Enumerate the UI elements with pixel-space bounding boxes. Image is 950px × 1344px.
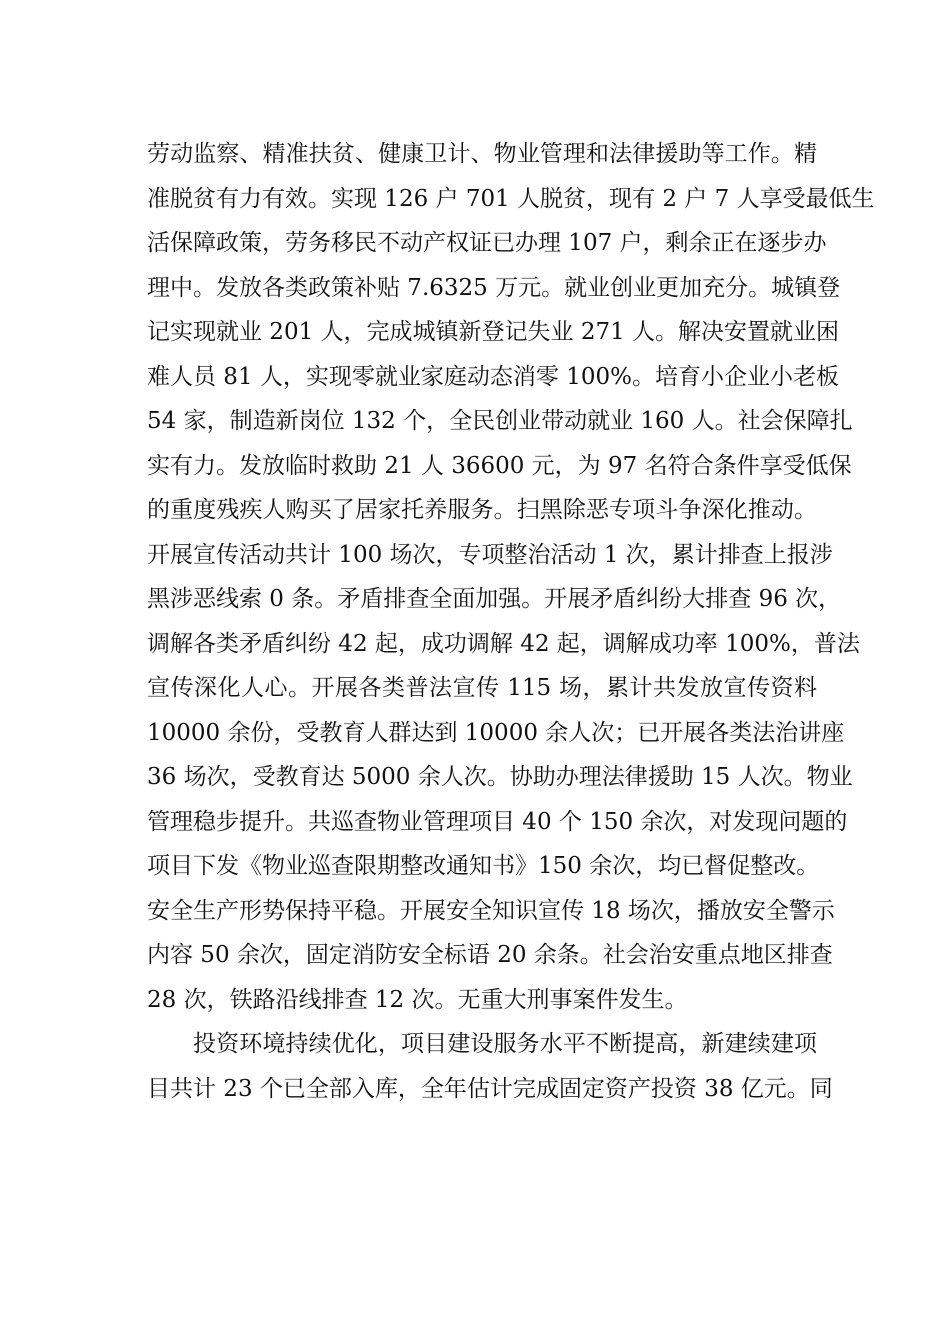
paragraph-1-line-18: 安全生产形势保持平稳。开展安全知识宣传 18 场次，播放安全警示 xyxy=(147,897,835,924)
paragraph-1-line-14: 10000 余份，受教育人群达到 10000 余人次；已开展各类法治讲座 xyxy=(147,719,845,746)
paragraph-1-line-4: 理中。发放各类政策补贴 7.6325 万元。就业创业更加充分。城镇登 xyxy=(147,274,841,301)
paragraph-1-line-16: 管理稳步提升。共巡查物业管理项目 40 个 150 余次，对发现问题的 xyxy=(147,808,848,835)
paragraph-1-line-7: 54 家，制造新岗位 132 个，全民创业带动就业 160 人。社会保障扎 xyxy=(147,408,853,434)
paragraph-1-line-5: 记实现就业 201 人，完成城镇新登记失业 271 人。解决安置就业困 xyxy=(147,319,840,345)
document-body xyxy=(147,132,875,1111)
paragraph-1-line-15: 36 场次，受教育达 5000 余人次。协助办理法律援助 15 人次。物业 xyxy=(147,764,853,790)
paragraph-1-line-11: 黑涉恶线索 0 条。矛盾排查全面加强。开展矛盾纠纷大排查 96 次， xyxy=(147,586,842,612)
paragraph-1-line-8: 实有力。发放临时救助 21 人 36600 元，为 97 名符合条件享受低保 xyxy=(147,452,852,479)
paragraph-1-line-20: 28 次，铁路沿线排查 12 次。无重大刑事案件发生。 xyxy=(147,986,688,1013)
paragraph-1-line-6: 难人员 81 人，实现零就业家庭动态消零 100%。培育小企业小老板 xyxy=(147,363,839,390)
paragraph-1-line-13: 宣传深化人心。开展各类普法宣传 115 场，累计共发放宣传资料 xyxy=(147,675,817,701)
paragraph-1-line-12: 调解各类矛盾纠纷 42 起，成功调解 42 起，调解成功率 100%，普法 xyxy=(147,630,860,657)
paragraph-1-line-17: 项目下发《物业巡查限期整改通知书》150 余次，均已督促整改。 xyxy=(147,853,820,879)
paragraph-2-line-2: 目共计 23 个已全部入库，全年估计完成固定资产投资 38 亿元。同 xyxy=(147,1075,833,1102)
paragraph-1-line-19: 内容 50 余次，固定消防安全标语 20 余条。社会治安重点地区排查 xyxy=(147,942,833,968)
paragraph-1-line-3: 活保障政策，劳务移民不动产权证已办理 107 户，剩余正在逐步办 xyxy=(147,230,827,256)
paragraph-1-line-10: 开展宣传活动共计 100 场次，专项整治活动 1 次，累计排查上报涉 xyxy=(147,541,833,568)
paragraph-2-line-1: 投资环境持续优化，项目建设服务水平不断提高，新建续建项 xyxy=(193,1031,817,1057)
paragraph-1-line-2: 准脱贫有力有效。实现 126 户 701 人脱贫，现有 2 户 7 人享受最低生 xyxy=(147,185,875,212)
paragraph-1-line-1: 劳动监察、精准扶贫、健康卫计、物业管理和法律援助等工作。精 xyxy=(147,141,817,167)
paragraph-1-line-9: 的重度残疾人购买了居家托养服务。扫黑除恶专项斗争深化推动。 xyxy=(147,497,817,523)
